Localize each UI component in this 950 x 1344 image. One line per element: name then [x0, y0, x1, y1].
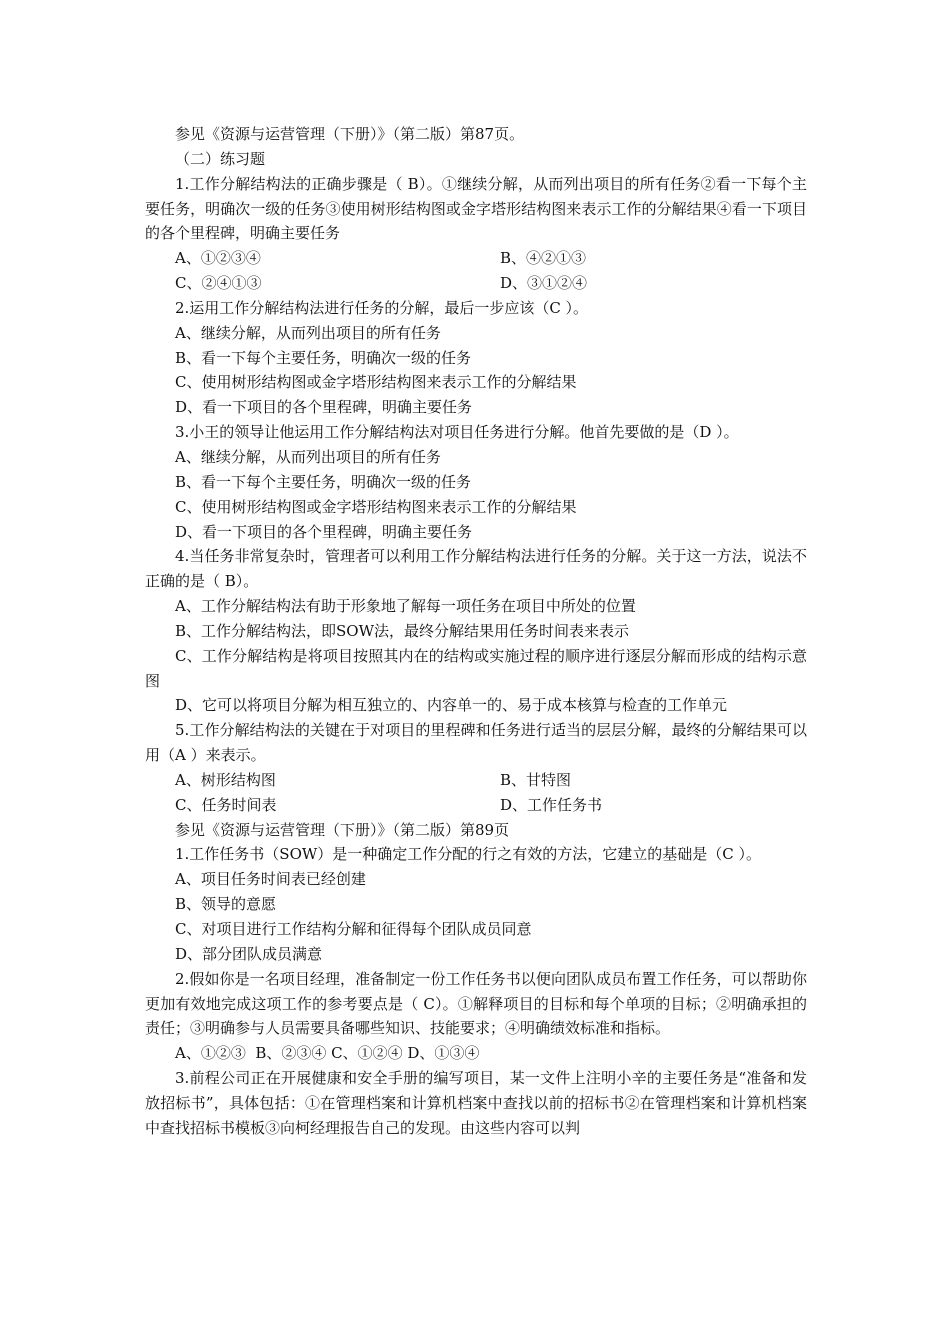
option-b: B、看一下每个主要任务，明确次一级的任务 — [175, 348, 472, 367]
option-d: D、看一下项目的各个里程碑，明确主要任务 — [175, 398, 473, 417]
option-row — [145, 271, 807, 296]
option-b: B、工作分解结构法，即SOW法，最终分解结果用任务时间表来表示 — [175, 621, 630, 640]
question-stem: 2.运用工作分解结构法进行任务的分解，最后一步应该（C ）。 — [175, 298, 589, 317]
question-stem: 2.假如你是一名项目经理，准备制定一份工作任务书以便向团队成员布置工作任务，可以帮助你更加有效地完成这项工作的参考要点是（ C）。①解释项目的目标和每个单项的目标；②明确承担的责任；③明确参与人员需要具备哪些知识、技能要求；④明确绩效标准和指标。 — [145, 969, 807, 1038]
option-d: D、看一下项目的各个里程碑，明确主要任务 — [175, 522, 473, 541]
option-c: C、②④①③ — [175, 274, 262, 293]
question-stem: 1.工作分解结构法的正确步骤是（ B）。①继续分解，从而列出项目的所有任务②看一下每个主要任务，明确次一级的任务③使用树形结构图或金字塔形结构图来表示工作的分解结果④看一下项目的各个里程碑，明确主要任务 — [145, 174, 807, 243]
options-line: A、①②③ B、②③④ C、①②④ D、①③④ — [175, 1044, 480, 1063]
option-c: C、使用树形结构图或金字塔形结构图来表示工作的分解结果 — [175, 497, 577, 516]
option-row — [145, 246, 807, 271]
option-d: D、工作任务书 — [500, 795, 603, 814]
option-b: B、④②①③ — [500, 249, 587, 268]
document-body — [145, 122, 807, 1141]
option-d: D、部分团队成员满意 — [175, 944, 323, 963]
question-stem: 3.前程公司正在开展健康和安全手册的编写项目，某一文件上注明小辛的主要任务是“准备和发放招标书”，具体包括：①在管理档案和计算机档案中查找以前的招标书②在管理档案和计算机档案中查找招标书模板③向柯经理报告自己的发现。由这些内容可以判 — [145, 1069, 807, 1137]
option-a: A、工作分解结构法有助于形象地了解每一项任务在项目中所处的位置 — [175, 597, 636, 616]
option-c: C、使用树形结构图或金字塔形结构图来表示工作的分解结果 — [175, 373, 577, 392]
option-b: B、甘特图 — [500, 770, 572, 789]
section-heading: （二）练习题 — [175, 149, 266, 168]
option-row — [145, 793, 807, 818]
option-d: D、③①②④ — [500, 274, 588, 293]
option-a: A、树形结构图 — [175, 770, 276, 789]
option-a: A、继续分解，从而列出项目的所有任务 — [175, 447, 441, 466]
question-stem: 5.工作分解结构法的关键在于对项目的里程碑和任务进行适当的层层分解，最终的分解结果可以用（A ）来表示。 — [145, 721, 807, 765]
question-stem: 1.工作任务书（SOW）是一种确定工作分配的行之有效的方法，它建立的基础是（C ）。 — [175, 845, 762, 864]
question-stem: 4.当任务非常复杂时，管理者可以利用工作分解结构法进行任务的分解。关于这一方法，说法不正确的是（ B）。 — [145, 547, 807, 591]
option-c: C、对项目进行工作结构分解和征得每个团队成员同意 — [175, 920, 532, 938]
option-c: C、工作分解结构是将项目按照其内在的结构或实施过程的顺序进行逐层分解而形成的结构示意图 — [145, 646, 807, 690]
option-a: A、①②③④ — [175, 249, 261, 268]
reference-line: 参见《资源与运营管理（下册）》（第二版）第89页 — [175, 820, 510, 839]
option-b: B、领导的意愿 — [175, 895, 277, 914]
option-a: A、继续分解，从而列出项目的所有任务 — [175, 323, 441, 342]
question-stem: 3.小王的领导让他运用工作分解结构法对项目任务进行分解。他首先要做的是（D ）。 — [175, 423, 739, 442]
option-row — [145, 768, 807, 793]
option-d: D、它可以将项目分解为相互独立的、内容单一的、易于成本核算与检查的工作单元 — [175, 696, 728, 715]
option-b: B、看一下每个主要任务，明确次一级的任务 — [175, 472, 472, 491]
reference-line: 参见《资源与运营管理（下册）》（第二版）第87页。 — [175, 125, 525, 143]
option-a: A、项目任务时间表已经创建 — [175, 870, 366, 889]
option-c: C、任务时间表 — [175, 795, 277, 814]
